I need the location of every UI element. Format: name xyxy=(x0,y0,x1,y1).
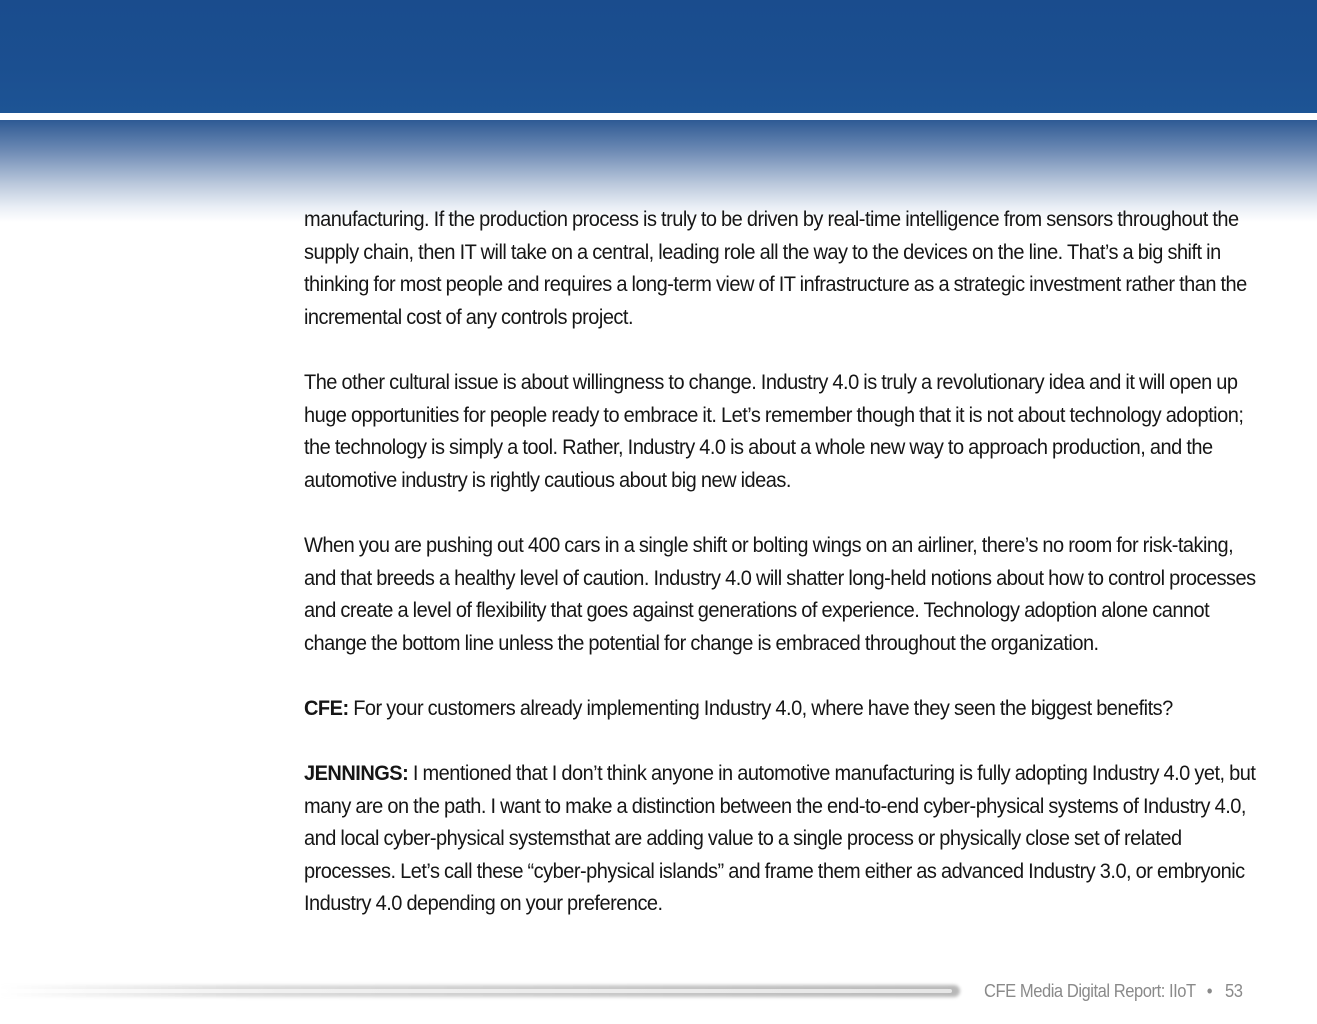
page-footer xyxy=(984,979,1242,1003)
answer-text: I mentioned that I don’t think anyone in automotive manufacturing is fully adopting Industry 4.0 yet, but many are on the path. I want to make a distinction between the end-to-end cyber-physical systems of Industry 4.0, and local cyber-physical systemsthat are adding value to a single process or physically close set of related processes. Let’s call these “cyber-physical islands” and frame them either as advanced Industry 3.0, or embryonic Industry 4.0 depending on your preference. xyxy=(304,761,1256,916)
paragraph: manufacturing. If the production process is truly to be driven by real-time intelligence from sensors throughout the supply chain, then IT will take on a central, leading role all the way to the devices on the line. That’s a big shift in thinking for most people and requires a long-term view of IT infrastructure as a strategic investment rather than the incremental cost of any controls project. xyxy=(304,207,1247,329)
article-body xyxy=(304,203,1256,953)
page-number: 53 xyxy=(1224,981,1243,1001)
footer-rule xyxy=(0,989,952,993)
paragraph: The other cultural issue is about willingness to change. Industry 4.0 is truly a revolutionary idea and it will open up huge opportunities for people ready to embrace it. Let’s remember though that it is not about technology adoption; the technology is simply a tool. Rather, Industry 4.0 is about a whole new way to approach production, and the automotive industry is rightly cautious about big new ideas. xyxy=(304,369,1244,492)
speaker-label: CFE: xyxy=(304,695,349,720)
header-band xyxy=(0,0,1317,113)
speaker-label: JENNINGS: xyxy=(304,761,409,786)
footer-report-title: CFE Media Digital Report: IIoT xyxy=(984,981,1196,1001)
question-paragraph xyxy=(304,692,1262,725)
paragraph: When you are pushing out 400 cars in a single shift or bolting wings on an airliner, there’s no room for risk-taking, and that breeds a healthy level of caution. Industry 4.0 will shatter long-held notions about how to control processes and create a level of flexibility that goes against generations of experience. Technology adoption alone cannot change the bottom line unless the potential for change is embraced throughout the organization. xyxy=(304,532,1256,655)
footer-separator: • xyxy=(1206,981,1213,1001)
answer-paragraph xyxy=(304,757,1262,920)
header-rule xyxy=(0,113,1317,120)
question-text: For your customers already implementing Industry 4.0, where have they seen the biggest benefits? xyxy=(353,695,1173,720)
